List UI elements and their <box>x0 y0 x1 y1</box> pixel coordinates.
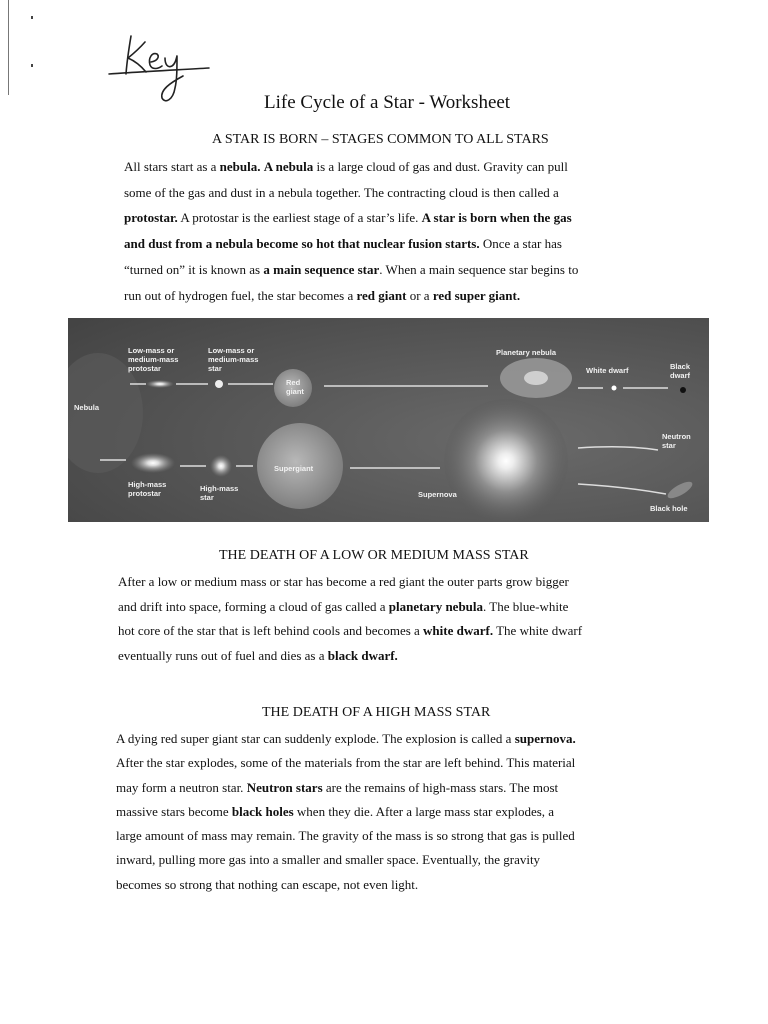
text-line <box>116 800 576 824</box>
text-run: . The blue-white <box>483 598 569 614</box>
text-run: Once a star has <box>479 236 562 252</box>
bold-term: A nebula <box>263 159 314 174</box>
text-line <box>118 570 582 595</box>
label-high-mass-star <box>200 484 238 502</box>
bold-term: white dwarf. <box>423 623 494 638</box>
paragraph-star-born <box>124 154 578 308</box>
handwriting-icon <box>105 28 215 110</box>
label-line: Black <box>670 362 691 371</box>
text-line <box>124 205 578 231</box>
label-planetary-nebula: Planetary nebula <box>496 348 557 357</box>
text-line <box>116 776 576 800</box>
scan-speck <box>31 16 33 19</box>
bold-term: nebula. <box>219 159 261 174</box>
text-run: becomes so strong that nothing can escape, not even light. <box>116 876 419 892</box>
label-line: star <box>208 364 222 373</box>
star-life-cycle-diagram <box>68 318 709 522</box>
label-low-mass-star <box>208 346 258 373</box>
text-line <box>116 824 576 848</box>
label-white-dwarf: White dwarf <box>586 366 629 375</box>
label-line: protostar <box>128 364 161 373</box>
label-line: medium-mass <box>128 355 179 364</box>
text-run: . When a main sequence star begins to <box>379 261 579 277</box>
bold-term: A star is born when the gas <box>421 210 572 226</box>
text-run: large amount of mass may remain. The gravity of the mass is so strong that gas is pulled <box>116 828 575 844</box>
text-run: All stars start as a <box>124 159 220 174</box>
label-line: Red <box>286 378 301 387</box>
bold-term: a main sequence star <box>263 261 380 277</box>
text-run: is a large cloud of gas and dust. Gravity can pull <box>313 159 568 174</box>
high-mass-protostar-shape <box>131 453 175 473</box>
text-run: run out of hydrogen fuel, the star becomes a <box>124 287 357 303</box>
label-line: Low-mass or <box>128 346 175 355</box>
text-run: “turned on” it is known as <box>124 261 264 277</box>
label-supergiant: Supergiant <box>274 464 314 473</box>
text-run: A protostar is the earliest stage of a star’s life. <box>177 210 422 226</box>
text-run: or a <box>406 287 433 303</box>
handwritten-key-annotation <box>105 28 215 110</box>
bold-term: protostar. <box>124 210 178 226</box>
bold-term: red super giant. <box>432 287 521 303</box>
section-heading-star-born: A STAR IS BORN – STAGES COMMON TO ALL STARS <box>212 132 549 147</box>
bold-term: and dust from a nebula become so hot that nuclear fusion starts. <box>124 236 480 252</box>
label-high-mass-protostar <box>128 480 166 498</box>
text-line <box>116 873 576 897</box>
paragraph-low-mass-death <box>118 570 582 668</box>
text-run: may form a neutron star. <box>116 779 247 795</box>
text-run: some of the gas and dust in a nebula together. The contracting cloud is then called a <box>124 184 559 200</box>
label-black-hole: Black hole <box>650 504 688 513</box>
section-heading-low-mass-death: THE DEATH OF A LOW OR MEDIUM MASS STAR <box>219 548 529 563</box>
label-line: High-mass <box>200 484 239 493</box>
text-run: inward, pulling more gas into a smaller and smaller space. Eventually, the gravity <box>116 852 541 868</box>
text-line <box>124 257 578 283</box>
label-supernova: Supernova <box>418 490 457 499</box>
label-line: Neutron <box>662 432 691 441</box>
text-line <box>116 727 576 751</box>
text-line <box>118 595 582 620</box>
text-run: and drift into space, forming a cloud of gas called a <box>118 598 389 614</box>
label-line: medium-mass <box>208 355 259 364</box>
label-line: Low-mass or <box>208 346 255 355</box>
label-nebula: Nebula <box>74 403 100 412</box>
text-run: are the remains of high-mass stars. The most <box>322 779 559 795</box>
bold-term: Neutron stars <box>246 779 323 795</box>
text-line <box>116 751 576 775</box>
text-line <box>124 283 578 309</box>
text-run: eventually runs out of fuel and dies as a <box>118 647 328 663</box>
bold-term: planetary nebula <box>388 598 484 614</box>
bold-term: black dwarf. <box>327 647 398 663</box>
text-run: The white dwarf <box>493 623 583 638</box>
text-run: After a low or medium mass or star has become a red giant the outer parts grow bigger <box>118 574 569 589</box>
text-run: massive stars become <box>116 803 232 819</box>
label-line: protostar <box>128 489 161 498</box>
text-line <box>124 180 578 206</box>
label-neutron-star <box>662 432 691 450</box>
label-line: giant <box>286 387 304 396</box>
label-black-dwarf <box>670 362 690 380</box>
label-line: star <box>200 493 214 502</box>
worksheet-title: Life Cycle of a Star - Worksheet <box>264 92 511 113</box>
text-run: A dying red super giant star can suddenly explode. The explosion is called a <box>116 731 515 746</box>
bold-term: black holes <box>231 803 294 819</box>
bold-term: supernova. <box>514 731 576 746</box>
label-low-mass-protostar <box>128 346 178 373</box>
paragraph-high-mass-death <box>116 727 576 897</box>
text-line <box>124 231 578 257</box>
bold-term: red giant <box>356 287 407 303</box>
supernova-shape <box>444 399 568 522</box>
label-line: High-mass <box>128 480 167 489</box>
label-line: star <box>662 441 676 450</box>
label-red-giant <box>286 378 304 396</box>
low-mass-protostar-shape <box>146 380 174 388</box>
label-line: dwarf <box>670 371 691 380</box>
text-line <box>124 154 578 180</box>
scan-edge-line <box>8 0 9 95</box>
text-line <box>118 644 582 669</box>
text-run: After the star explodes, some of the materials from the star are left behind. This material <box>116 755 576 771</box>
text-run: hot core of the star that is left behind cools and becomes a <box>118 623 424 638</box>
text-line <box>116 848 576 872</box>
text-run: when they die. After a large mass star explodes, a <box>293 803 555 819</box>
section-heading-high-mass-death: THE DEATH OF A HIGH MASS STAR <box>262 705 491 720</box>
text-line <box>118 619 582 644</box>
scan-speck <box>31 64 33 67</box>
